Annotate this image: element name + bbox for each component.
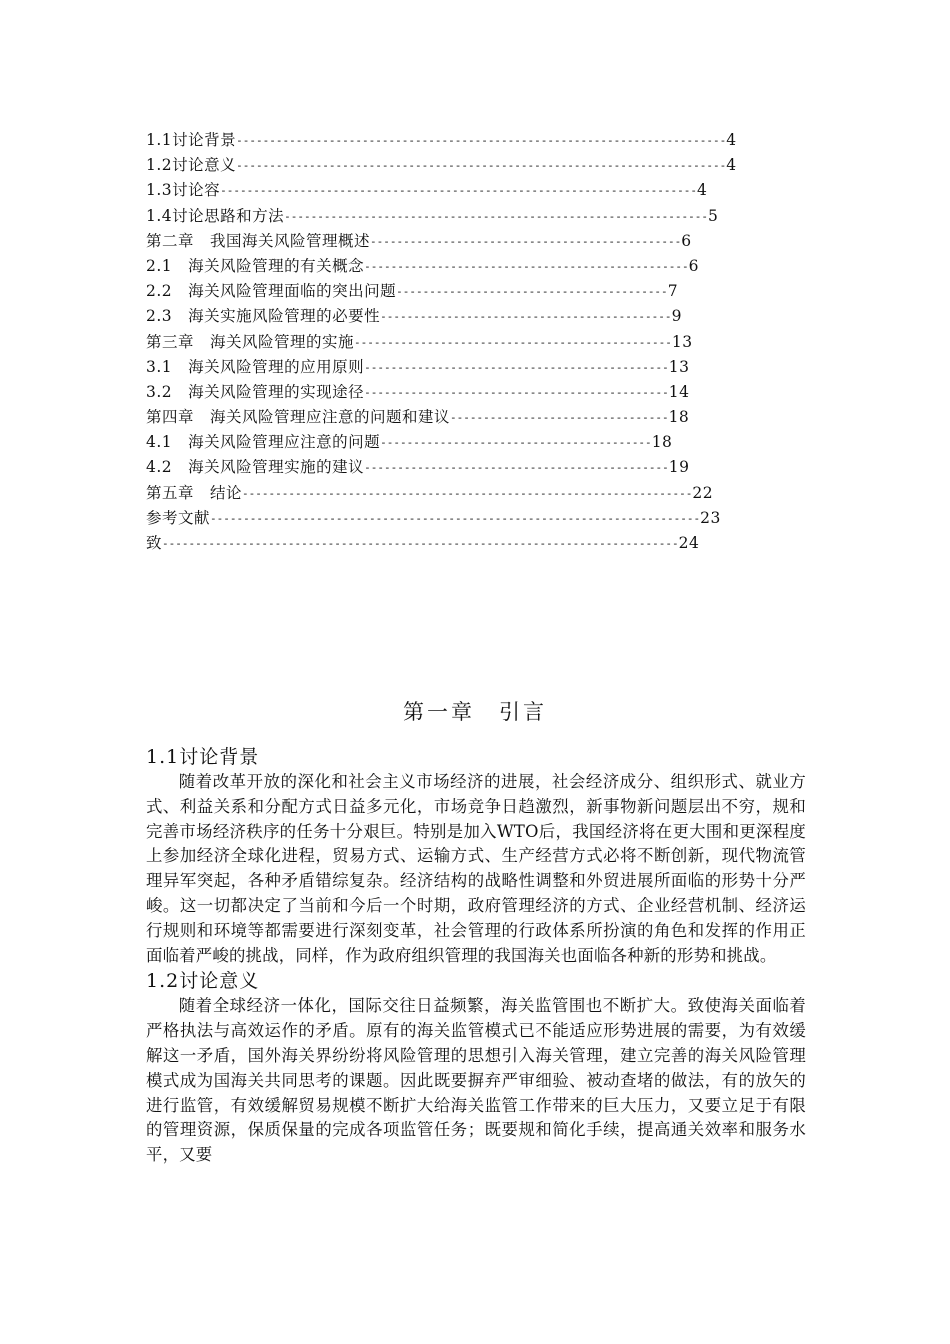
section-heading-1-1: 1.1讨论背景 [146, 746, 260, 768]
toc-entry [146, 455, 786, 480]
section-heading-1-2: 1.2讨论意义 [146, 970, 260, 993]
toc-entry-label: 1.4讨论思路和方法 [146, 206, 285, 225]
toc-entry [146, 229, 786, 254]
toc-dot-leader: ----------------------------------------- [380, 436, 652, 450]
toc-page-number: 18 [651, 433, 673, 452]
toc-dot-leader: ---------------------------------------------------------------- [284, 209, 708, 223]
toc-entry [146, 506, 786, 531]
toc-entry [146, 481, 786, 506]
toc-entry-label: 2.3 海关实施风险管理的必要性 [146, 307, 381, 326]
toc-page-number: 22 [692, 483, 714, 502]
toc-page-number: 6 [681, 231, 692, 250]
toc-entry [146, 204, 786, 229]
toc-dot-leader: -------------------------------------------------------------------------- [210, 511, 701, 525]
toc-entry [146, 279, 786, 304]
toc-page-number: 4 [726, 131, 737, 149]
toc-entry [146, 330, 786, 355]
toc-entry [146, 178, 786, 203]
toc-page-number: 18 [668, 408, 690, 427]
toc-entry [146, 153, 786, 178]
toc-entry-label: 2.2 海关风险管理面临的突出问题 [146, 282, 397, 301]
toc-dot-leader: ----------------------------------------- [396, 285, 668, 299]
toc-entry-label: 4.2 海关风险管理实施的建议 [146, 458, 365, 477]
toc-entry-label: 1.2讨论意义 [146, 156, 237, 175]
toc-page-number: 6 [688, 256, 700, 275]
toc-entry [146, 254, 786, 279]
toc-page-number: 24 [678, 534, 700, 552]
toc-entry [146, 405, 786, 430]
section-paragraph-1-2: 随着全球经济一体化，国际交往日益频繁，海关监管围也不断扩大。致使海关面临着严格执法与高效运作的矛盾。原有的海关监管模式已不能适应形势进展的需要，为有效缓解这一矛盾，国外海关界纷纷将风险管理的思想引入海关管理，建立完善的海关风险管理模式成为国海关共同思考的课题。因此既要摒弃严审细验、被动查堵的做法，有的放矢的进行监管，有效缓解贸易规模不断扩大给海关监管工作带来的巨大压力，又要立足于有限的管理资源，保质保量的完成各项监管任务；既要规和简化手续，提高通关效率和服务水平，又要 [146, 996, 806, 1165]
toc-page-number: 4 [726, 156, 737, 175]
toc-dot-leader: ------------------------------------------------------------------------------ [162, 537, 679, 550]
toc-dot-leader: -------------------------------------------------------------------- [242, 486, 693, 500]
toc-entry-label: 第四章 海关风险管理应注意的问题和建议 [146, 408, 451, 427]
toc-page-number: 4 [696, 181, 708, 200]
toc-entry-label: 第五章 结论 [146, 483, 243, 502]
chapter-title: 第一章 引言 [403, 700, 547, 724]
toc-entry-label: 1.1讨论背景 [146, 131, 237, 149]
toc-entry [146, 531, 786, 556]
toc-dot-leader: ------------------------------------------------ [354, 335, 672, 349]
toc-page-number: 13 [671, 332, 693, 351]
toc-entry-label: 3.1 海关风险管理的应用原则 [146, 357, 365, 376]
toc-page-number: 5 [708, 206, 719, 225]
toc-entry-label: 第二章 我国海关风险管理概述 [146, 231, 371, 250]
toc-dot-leader: ---------------------------------------------- [364, 385, 669, 399]
toc-entry [146, 380, 786, 405]
toc-dot-leader: ----------------------------------------------- [370, 234, 682, 248]
toc-page-number: 14 [668, 382, 690, 401]
toc-entry-label: 4.1 海关风险管理应注意的问题 [146, 433, 381, 452]
toc-entry [146, 304, 786, 329]
toc-entry-label: 参考文献 [146, 508, 211, 527]
toc-dot-leader: -------------------------------------------------------------------------- [236, 159, 727, 173]
toc-entry-label: 1.3讨论容 [146, 181, 221, 200]
table-of-contents [146, 128, 786, 556]
toc-page-number: 23 [700, 508, 721, 527]
toc-page-number: 13 [668, 357, 690, 376]
toc-entry [146, 355, 786, 380]
toc-page-number: 9 [671, 307, 682, 326]
toc-entry-label: 第三章 海关风险管理的实施 [146, 332, 355, 351]
toc-entry-label: 2.1 海关风险管理的有关概念 [146, 256, 365, 275]
toc-page-number: 19 [668, 458, 690, 477]
chapter-body [146, 744, 806, 1168]
toc-page-number: 7 [667, 282, 679, 301]
toc-dot-leader: ------------------------------------------------------------------------ [220, 184, 697, 198]
toc-dot-leader: ---------------------------------------------- [364, 461, 669, 475]
section-paragraph-1-1: 随着改革开放的深化和社会主义市场经济的进展，社会经济成分、组织形式、就业方式、利益关系和分配方式日益多元化，市场竞争日趋激烈，新事物新问题层出不穷，规和完善市场经济秩序的任务十分艰巨。特别是加入WTO后，我国经济将在更大围和更深程度上参加经济全球化进程，贸易方式、运输方式、生产经营方式必将不断创新，现代物流管理异军突起，各种矛盾错综复杂。经济结构的战略性调整和外贸进展所面临的形势十分严峻。这一切都决定了当前和今后一个时期，政府管理经济的方式、企业经营机制、经济运行规则和环境等都需要进行深刻变革，社会管理的行政体系所扮演的角色和发挥的作用正面临着严峻的挑战，同样，作为政府组织管理的我国海关也面临各种新的形势和挑战。 [146, 772, 806, 965]
toc-dot-leader: ------------------------------------------------- [364, 259, 689, 273]
toc-entry [146, 430, 786, 455]
toc-dot-leader: -------------------------------------------- [380, 310, 672, 324]
toc-dot-leader: ---------------------------------------------- [364, 360, 669, 374]
toc-entry-label: 3.2 海关风险管理的实现途径 [146, 382, 365, 401]
toc-entry [146, 128, 786, 153]
toc-entry-label: 致 [146, 534, 163, 552]
toc-dot-leader: -------------------------------------------------------------------------- [236, 134, 727, 147]
toc-dot-leader: --------------------------------- [450, 411, 669, 425]
